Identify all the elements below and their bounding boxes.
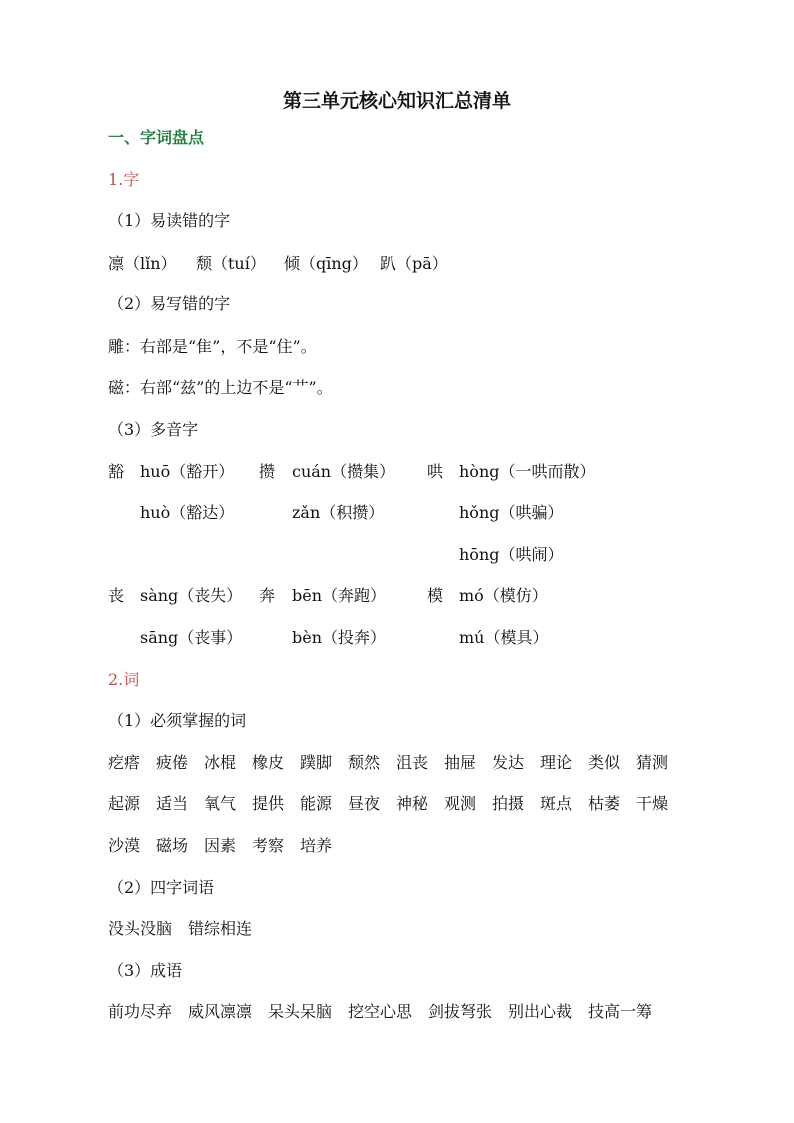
word-item: 干燥 <box>636 794 669 813</box>
polyphone-reading: zǎn（积攒） <box>292 503 385 522</box>
four-char-item: 错综相连 <box>188 919 253 938</box>
word-item: 颓然 <box>348 753 381 772</box>
word-item: 枯萎 <box>588 794 621 813</box>
word-item: 疙瘩 <box>108 753 141 772</box>
word-item: 蹼脚 <box>300 753 333 772</box>
polyphone-char: 奔 <box>259 586 276 605</box>
idiom-item: 剑拔弩张 <box>428 1002 493 1021</box>
word-item: 昼夜 <box>348 794 381 813</box>
word-item: 橡皮 <box>252 753 285 772</box>
four-char-heading: （2）四字词语 <box>108 878 215 897</box>
four-char-item: 没头没脑 <box>108 919 173 938</box>
word-item: 培养 <box>300 836 333 855</box>
word-item: 能源 <box>300 794 333 813</box>
easy-write-heading: （2）易写错的字 <box>108 294 231 313</box>
idiom-item: 威风凛凛 <box>188 1002 253 1021</box>
idiom-item: 呆头呆脑 <box>268 1002 333 1021</box>
easy-write-line: 磁：右部“兹”的上边不是“艹”。 <box>108 378 333 397</box>
easy-read-item: 颓（tuí） <box>196 254 266 273</box>
page-title: 第三单元核心知识汇总清单 <box>282 90 511 112</box>
idiom-item: 前功尽弃 <box>108 1002 173 1021</box>
polyphone-reading: sàng（丧失） <box>140 586 243 605</box>
word-item: 神秘 <box>396 794 429 813</box>
word-item: 类似 <box>588 753 621 772</box>
word-item: 适当 <box>156 794 189 813</box>
word-item: 氧气 <box>204 794 237 813</box>
word-item: 抽屉 <box>444 753 477 772</box>
word-item: 斑点 <box>540 794 573 813</box>
polyphone-char: 豁 <box>108 462 125 481</box>
polyphone-char: 模 <box>427 586 444 605</box>
polyphone-reading: huō（豁开） <box>140 462 235 481</box>
easy-read-heading: （1）易读错的字 <box>108 211 231 230</box>
word-item: 理论 <box>540 753 573 772</box>
polyphone-reading: bēn（奔跑） <box>292 586 387 605</box>
idiom-item: 别出心裁 <box>508 1002 573 1021</box>
word-item: 因素 <box>204 836 237 855</box>
word-item: 沙漠 <box>108 836 141 855</box>
polyphone-char: 攒 <box>259 462 276 481</box>
must-words-heading: （1）必须掌握的词 <box>108 711 247 730</box>
polyphone-char: 哄 <box>427 462 444 481</box>
easy-write-line: 雕：右部是“隹”，不是“住”。 <box>108 337 317 356</box>
subsection-words: 2.词 <box>108 670 140 689</box>
polyphone-reading: bèn（投奔） <box>292 628 387 647</box>
word-item: 磁场 <box>156 836 189 855</box>
word-item: 疲倦 <box>156 753 189 772</box>
idioms-heading: （3）成语 <box>108 961 183 980</box>
polyphone-reading: hòng（一哄而散） <box>459 462 596 481</box>
section-heading-vocab: 一、字词盘点 <box>108 128 205 147</box>
easy-read-item: 趴（pā） <box>380 254 448 273</box>
word-item: 观测 <box>444 794 477 813</box>
polyphone-char: 丧 <box>108 586 125 605</box>
idiom-item: 挖空心思 <box>348 1002 413 1021</box>
easy-read-item: 凛（lǐn） <box>108 254 177 273</box>
polyphone-reading: cuán（攒集） <box>292 462 396 481</box>
polyphone-reading: mú（模具） <box>459 628 549 647</box>
word-item: 考察 <box>252 836 285 855</box>
word-item: 猜测 <box>636 753 669 772</box>
polyphone-reading: hǒng（哄骗） <box>459 503 564 522</box>
word-item: 发达 <box>492 753 525 772</box>
polyphone-reading: mó（模仿） <box>459 586 548 605</box>
word-item: 起源 <box>108 794 141 813</box>
word-item: 冰棍 <box>204 753 237 772</box>
word-item: 提供 <box>252 794 285 813</box>
word-item: 拍摄 <box>492 794 525 813</box>
word-item: 沮丧 <box>396 753 429 772</box>
polyphone-reading: sāng（丧事） <box>140 628 243 647</box>
subsection-characters: 1.字 <box>108 170 140 189</box>
polyphone-heading: （3）多音字 <box>108 420 199 439</box>
easy-read-item: 倾（qīng） <box>284 254 368 273</box>
polyphone-reading: huò（豁达） <box>140 503 235 522</box>
polyphone-reading: hōng（哄闹） <box>459 545 564 564</box>
idiom-item: 技高一筹 <box>588 1002 653 1021</box>
